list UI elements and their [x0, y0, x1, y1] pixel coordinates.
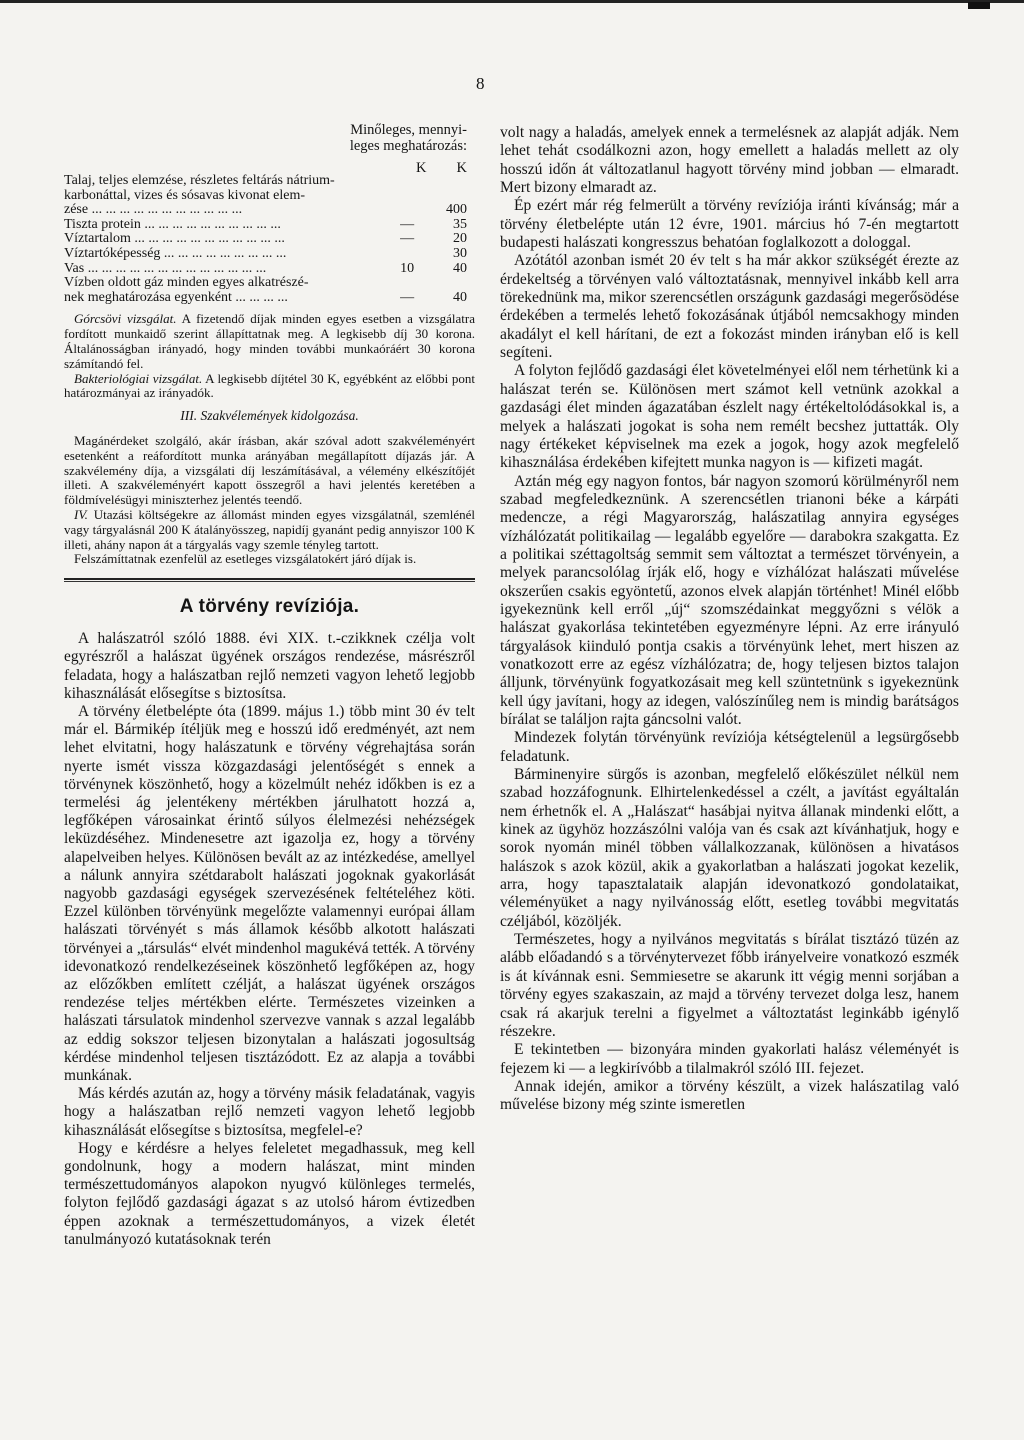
- fee-table-header: [64, 122, 475, 176]
- fee-header-col1: K: [416, 160, 427, 176]
- fee-row-label: Vízben oldott gáz minden egyes alkatrészé-: [64, 275, 309, 291]
- fee-table-row: [64, 203, 475, 218]
- article-paragraph: Ép ezért már rég felmerült a törvény revíziója iránti kívánság; már a törvény életbelépte után 12 évre, 1901. március hó 7-én megtartott budapesti halászati kongresszus behatóan foglalkozott a dologgal.: [500, 197, 959, 252]
- microscopic-exam-text: A fizetendő díjak minden egyes esetben a vizsgálatra fordított munkaidő szerint állapíttatnak meg. A legkisebb díj 30 korona. Általánosságban irányadó, hogy minden további munkaóráért 30 korona számítandó fel.: [64, 311, 475, 371]
- article-paragraph: A halászatról szóló 1888. évi XIX. t.-czikknek czélja volt egyrészről a halászat ügyének országos rendezése, másrészről feladata, hogy a halászatban rejlő nemzeti vagyon lehető legjobb kihasználását elősegítse s biztosítsa.: [64, 630, 475, 702]
- fee-row-quantity-price: 40: [453, 260, 467, 276]
- fee-row-label: nek meghatározása egyenként ... ... ... ...: [64, 289, 288, 305]
- fee-header-col2: K: [456, 160, 467, 176]
- article-paragraph: volt nagy a haladás, amelyek ennek a termelésnek az alapját adják. Nem lehet tehát csodálkozni azon, hogy emellett a haladás mellett az oly hosszú időn át változatlanul hagyott törvény mind jobban — elmaradt. Mert bizony elmaradt az.: [500, 124, 959, 197]
- fee-table-row: [64, 232, 475, 247]
- fee-row-quantity-price: [422, 174, 475, 189]
- article-paragraph: Mindezek folytán törvényünk revíziója kétségtelenül a legsürgősebb feladatunk.: [500, 729, 959, 765]
- article-title: A törvény revíziója.: [179, 596, 360, 618]
- fee-row-quantity-price: 40: [453, 289, 467, 305]
- fee-notes: [64, 312, 475, 567]
- left-column: [64, 122, 475, 1249]
- article-paragraph: Természetes, hogy a nyilvános megvitatás s bírálat tisztázó tüzén az alább előadandó s a törvénytervezet főbb irányelveire vonatkozó eszmék is át kívánnak esni. Semmiesetre se akarunk itt végig menni sorjában a törvény egyes szakaszain, az majd a törvény tervezet dolga lesz, hanem csak rá akarjuk terelni a figyelmet a változtatást leginkább igénylő részekre.: [500, 931, 959, 1040]
- fee-table-row: [64, 174, 475, 189]
- fee-header-line1: Minőleges, mennyi-: [350, 122, 467, 138]
- article-paragraph: Annak idején, amikor a törvény készült, a vizek halászatilag való művelése bizony még szinte ismeretlen: [500, 1077, 959, 1114]
- fee-row-label: Víztartóképesség ... ... ... ... ... ... ... ... ...: [64, 245, 287, 261]
- fee-row-label: Tiszta protein ... ... ... ... ... ... ... ... ... ...: [64, 216, 281, 232]
- article-paragraph: Hogy e kérdésre a helyes feleletet megadhassuk, meg kell gondolnunk, hogy a modern halászat, mint minden természettudományos alapokon nyugvó különleges termelés, folyton fejlődő gazdasági ágazat s az utolsó három évtizedben éppen azoknak a természettudományos, a vizek életét tanulmányozó kutatásoknak terén: [64, 1139, 475, 1248]
- fee-row-quantity-price: 400: [446, 202, 467, 218]
- section-divider-thin: [64, 581, 475, 582]
- fee-row-quality-price: [369, 174, 422, 189]
- fee-row-quality-price: [369, 189, 422, 204]
- fee-row-label: zése ... ... ... ... ... ... ... ... ... ... ...: [64, 202, 243, 218]
- fee-row-quality-price: —: [400, 289, 415, 305]
- fee-header-line2: leges meghatározás:: [349, 138, 467, 154]
- fee-table-row: [64, 262, 475, 277]
- fee-row-label: Vas ... ... ... ... ... ... ... ... ... ... ... ... ...: [64, 260, 267, 276]
- section-divider-thick: [64, 578, 475, 580]
- fee-row-quality-price: —: [400, 231, 415, 247]
- fee-row-label: Víztartalom ... ... ... ... ... ... ... ... ... ... ...: [64, 231, 285, 247]
- travel-costs-text: Utazási költségekre az állomást minden egyes vizsgálatnál, szemlénél vagy tárgyalásnál 200 K átalányösszeg, napidíj gyanánt pedig annyiszor 100 K illeti, ahány napon át a tárgyalás vagy szemle tényleg tartott.: [64, 506, 475, 552]
- expert-opinion-paragraph: Magánérdeket szolgáló, akár írásban, akár szóval adott szakvéleményért esetenként a reáfordított munka arányában megállapított díjazás jár. A szakvélemény díja, a vizsgálati díj leszámításával, a vélemény elkészítőjét illeti. A szakvéleményért kapott összegről a havi jelentés keretében a földmívelésügyi miniszterhez jelentés teendő.: [64, 432, 475, 508]
- microscopic-exam-paragraph: [64, 312, 475, 371]
- fee-row-quantity-price: [422, 189, 475, 204]
- fee-table-row: [64, 276, 475, 291]
- travel-costs-paragraph: [64, 508, 475, 552]
- fee-row-quantity-price: 35: [453, 216, 467, 232]
- bacteriological-exam-text: A legkisebb díjtétel 30 K, egyébként az előbbi pont határozmányai az irányadók.: [64, 370, 475, 401]
- page-number: 8: [476, 74, 485, 93]
- fee-row-quality-price: [369, 247, 422, 262]
- fee-row-quantity-price: 30: [453, 245, 467, 261]
- article-paragraph: A törvény életbelépte óta (1899. május 1.) több mint 30 év telt már el. Bármikép ítéljük meg e hosszú idő eredményét, azt nem lehet elvitatni, hogy halászatunk e törvény végrehajtása során nyerte ismét vissza közgazdasági jelentőségét s ennek a törvénynek köszönhető, hogy a közelmúlt nehéz időkben is ez a termelési ág jelentékeny mértékben járulhatott hozzá a, legfőképen városainkat érintő súlyos élelmezési nehézségek leküzdéséhez. Mindenesetre azt igazolja ez, hogy a törvény alapelveiben helyes. Különösen bevált az az intézkedése, amellyel a nálunk annyira szétdarabolt halászati jogoknak gyakorlását nagyobb gazdasági egységek szervezésének feltételéhez köti. Ezzel különben törvényünk megelőzte valamennyi európai állam halászati törvényét s más államok később alkotott halászati törvényei a „társulás“ elvét mindenhol magukévá tették. A törvény idevonatkozó rendelkezéseinek köszönhető legfőképen az, hogy az előzőkben említett czélját, a halászat ügyének országos rendezése teljes mértékben elérte. Természetes vizeinken a halászati társulatok mindenhol szervezve vannak s azzal legalább az eddig sokszor teljesen bizonytalan a halászati jogosultság kérdése mindenhol teljesen tisztázódott. Ez az alapja a további munkának.: [64, 702, 475, 1084]
- fee-row-quantity-price: [422, 276, 475, 291]
- top-corner-mark: [968, 2, 990, 9]
- article-paragraph: A folyton fejlődő gazdasági élet követelményei elől nem térhetünk ki a halászat terén se. Különösen mert számot kell vetnünk azokkal a gazdasági élet minden ágazatában észlelt nagy értékeltolódásokkal is, a melyek a halászati jogokat is soha nem remélt becshez juttatták. Oly nagy értékeket képviselnek ma ezek a jogok, hogy azok megfelelő kihasználása érdekében kifejtett munka nagyon is — kifizeti magát.: [500, 362, 959, 472]
- fee-table-row: [64, 189, 475, 204]
- additional-fees-paragraph: Felszámíttatnak ezenfelül az esetleges vizsgálatokért járó díjak is.: [74, 551, 417, 567]
- article-paragraph: E tekintetben — bizonyára minden gyakorlati halász véleményét is fejezem ki — a legkirívóbb a tilalmakról szóló III. fejezet.: [500, 1041, 959, 1077]
- section-iv-label: IV.: [74, 506, 88, 522]
- right-column: [500, 124, 959, 1115]
- fee-row-quality-price: 10: [400, 260, 415, 276]
- fee-table-row: [64, 247, 475, 262]
- article-paragraph: Aztán még egy nagyon fontos, bár nagyon szomorú körülményről nem szabad megfeledkeznünk. A szerencsétlen trianoni béke a kárpáti medencze, a régi Magyarország, halászatilag annyira egységes vízhálózatát politikailag — legalább egyelőre — darabokra szakgatta. Ez a politikai széttagoltság semmit sem változtat a természet törvényein, a melyek parancsolólag írják elő, hogy e vízhálózat halászati művelése okszerűen csakis egyöntetű, azonos elvek alapján történhet! Minél előbb igyekeznünk kell erről „új“ szomszédainkat meggyőzni s vélök a halászat gyakorlása tekintetében egyezményre lépni. Az erre irányuló tárgyalások kiinduló pontja csakis a törvényünk lehet, mert hiszen az vonatkozott erre az egész vízhálózatra; de, hogy teljesen biztos talajon álljunk, törvényünk fogyatkozásait meg kell szüntetnünk s igyekeznünk kell úgy javítani, hogy az idegen, valószínűleg nem is mindig barátságos bírálat se találjon rajta gáncsolni valót.: [500, 472, 959, 728]
- fee-row-label: karbonáttal, vizes és sósavas kivonat elem-: [64, 187, 306, 203]
- article-paragraph: Azótától azonban ismét 20 év telt s ha már akkor szükségét érezte az érdekeltség a törvényen való változtatásnak, mennyivel inkább kell arra törekednünk ma, mikor szerencsétlen országunk gazdasági megerősödése érdekében a termelés lehető fokozásának útjából nemcsakhogy minden akadályt el kell hárítani, de ezt a fokozást minden irányban elő is kell segíteni.: [500, 252, 959, 362]
- fee-row-quality-price: [369, 276, 422, 291]
- bacteriological-exam-label: Bakteriológiai vizsgálat.: [74, 370, 203, 386]
- right-article-body: [500, 124, 959, 1115]
- fee-table: [64, 174, 475, 305]
- fee-row-label: Talaj, teljes elemzése, részletes feltárás nátrium-: [64, 173, 335, 188]
- top-border-line: [0, 0, 1024, 3]
- fee-row-quality-price: —: [400, 216, 415, 232]
- left-article-body: [64, 630, 475, 1249]
- fee-row-quality-price: [369, 203, 422, 218]
- article-paragraph: Bárminenyire sürgős is azonban, megfelelő előkészület nélkül nem szabad hozzáfognunk. Elhirtelenkedéssel a czélt, a javítást egyáltalán nem érhetnők el. A „Halászat“ hasábjai nyitva állanak mindenki előtt, a kinek az ügyhöz hozzászólni valója van és csak azt kívánhatjuk, hogy e sorok nyomán minél többen vállalkozzanak, különösen a hivatásos halászok s azok közül, akik a gyakorlatban a halászati jogokat kezelik, arra, hogy tapasztalataik alapján idevonatkozó gondolataikat, véleményüket a nagy nyilvánosság előtt, esetleg további megvitatás czéljából, közöljék.: [500, 766, 959, 930]
- fee-row-quantity-price: 20: [453, 231, 467, 247]
- fee-table-row: [64, 291, 475, 306]
- microscopic-exam-label: Górcsövi vizsgálat.: [74, 311, 177, 327]
- fee-table-row: [64, 218, 475, 233]
- section-title-expert-opinions: III. Szakvélemények kidolgozása.: [180, 408, 359, 424]
- article-paragraph: Más kérdés azután az, hogy a törvény másik feladatának, vagyis hogy a halászatban rejlő nemzeti vagyon lehető legjobb kihasználását elősegítse s biztosítsa, megfelel-e?: [64, 1085, 475, 1139]
- bacteriological-exam-paragraph: [64, 372, 475, 402]
